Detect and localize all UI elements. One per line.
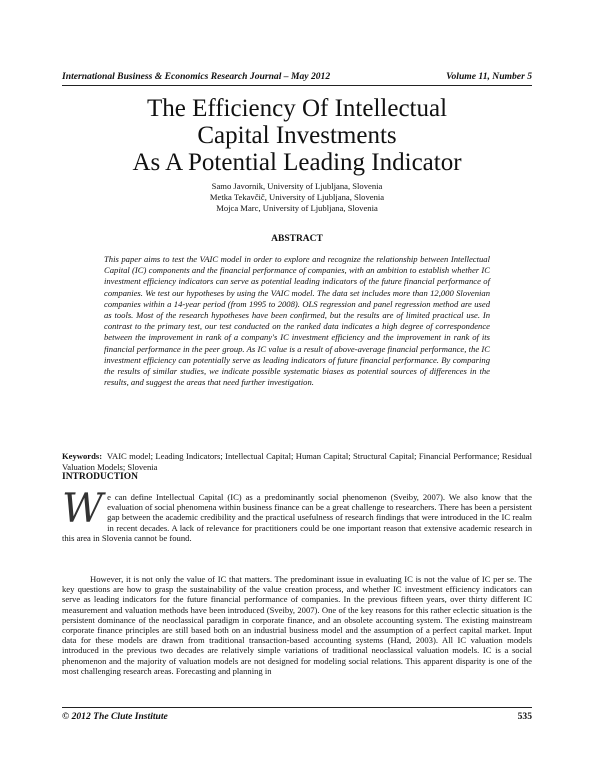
author-1: Samo Javornik, University of Ljubljana, Slovenia <box>211 181 383 191</box>
abstract-text: This paper aims to test the VAIC model in order to explore and recognize the relationship between Intellectual Capital (IC) components and the financial performance of companies, with an ambition to establish whether IC investment efficiency indicators can serve as potential leading indicators of the future financial performance of companies. We test our hypotheses by using the VAIC model. The data set includes more than 12,000 Slovenian companies within a 14-year period (from 1995 to 2008). OLS regression and panel regression method are used as tools. Most of the research hypotheses have been confirmed, but the results are of limited practical use. In contrast to the primary test, our test conducted on the ranked data indicates a high degree of correspondence between the improvement in rank of a company's IC investment efficiency and the improvement in rank of its financial performance in the peer group. As IC value is a result of above-average financial performance, the IC investment efficiency can potentially serve as leading indicators of future financial performance. By comparing the results of similar studies, we indicate possible systematic biases as potential sources of differences in the results, and suggest the areas that need further investigation. <box>104 254 490 388</box>
author-list <box>62 181 532 214</box>
page-number: 535 <box>517 711 532 722</box>
abstract-heading: ABSTRACT <box>271 234 323 244</box>
title-line-3: As A Potential Leading Indicator <box>132 149 462 176</box>
keywords-label: Keywords: <box>62 451 103 461</box>
paragraph-1-text: e can define Intellectual Capital (IC) as a predominantly social phenomenon (Sveiby, 2007). We also know that the evaluation of social phenomena within business finance can be a great challenge to researchers. There has been a persistent gap between the academic credibility and the practical usefulness of research findings that were introduced in the IC realm in recent decades. A lack of relevance for practitioners could be one important reason that extensive academic research in this area in Slovenia cannot be found. <box>62 492 532 543</box>
running-header <box>62 71 532 85</box>
introduction-paragraph-2: However, it is not only the value of IC that matters. The predominant issue in evaluating IC is not the value of IC per se. The key questions are how to grasp the sustainability of the value creation process, and whether IC investment efficiency indicators can serve as leading indicators for the future financial performance of companies. In the previous fifteen years, over thirty different IC measurement and valuation methods have been introduced (Sveiby, 2007). One of the key reasons for this rather eclectic situation is the persistent dominance of the neoclassical paradigm in corporate finance, and an obsolete accounting system. The existing mainstream corporate finance principles are still based both on an industrial business model and the assumption of a perfect capital market. Input data for these models are drawn from traditional transaction-based accounting systems (Hand, 2003). All IC valuation models introduced in the previous two decades are relatively simple variations of traditional neoclassical valuation models. IC is a social phenomenon and the majority of valuation models are not designed for modeling social relations. This apparent disparity is one of the most challenging research areas. Forecasting and planning in <box>62 574 532 676</box>
running-footer <box>62 711 532 725</box>
introduction-paragraph-1 <box>62 486 532 543</box>
title-line-1: The Efficiency Of Intellectual <box>146 95 448 122</box>
keywords <box>62 451 532 473</box>
footer-rule <box>62 707 532 708</box>
journal-name: International Business & Economics Research Journal – May 2012 <box>62 71 331 82</box>
introduction-heading: INTRODUCTION <box>62 472 139 482</box>
volume-number: Volume 11, Number 5 <box>446 71 532 82</box>
header-rule <box>62 85 532 86</box>
author-3: Mojca Marc, University of Ljubljana, Slovenia <box>216 203 378 213</box>
author-2: Metka Tekavčič, University of Ljubljana, Slovenia <box>209 192 385 202</box>
drop-cap: W <box>62 486 104 532</box>
title-line-2: Capital Investments <box>197 122 397 149</box>
keywords-text: VAIC model; Leading Indicators; Intellectual Capital; Human Capital; Structural Capital; Financial Performance; Residual Valuation Models; Slovenia <box>62 451 532 472</box>
paper-title <box>62 95 532 176</box>
publisher: © 2012 The Clute Institute <box>62 711 168 722</box>
